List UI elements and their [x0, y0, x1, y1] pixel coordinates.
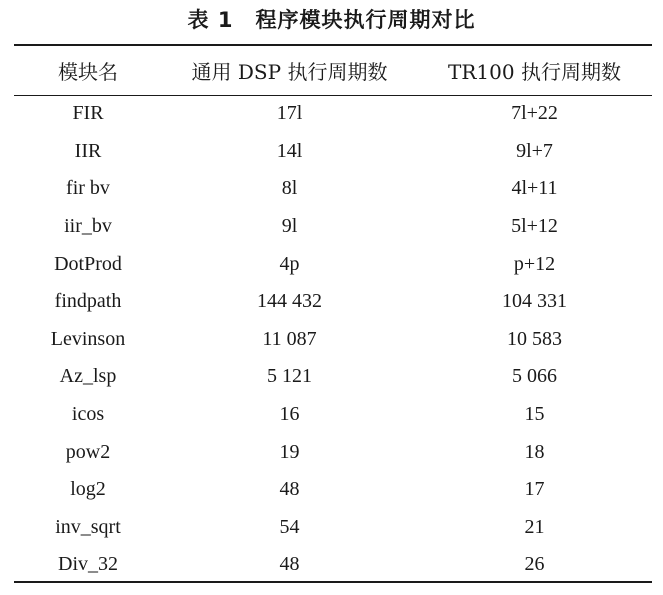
table-row: [14, 433, 652, 471]
dsp-cycles-cell: 144 432: [257, 290, 322, 313]
table-number: 表 1: [187, 8, 234, 32]
tr100-cycles-cell: 9l+7: [516, 139, 553, 162]
table-row: [14, 396, 652, 434]
dsp-cycles-cell: 11 087: [262, 327, 317, 350]
table-row: [14, 546, 652, 584]
module-name-cell: Div_32: [58, 553, 118, 576]
dsp-cycles-cell: 5 121: [267, 365, 312, 388]
dsp-cycles-cell: 19: [279, 440, 300, 463]
table-row: [14, 509, 652, 547]
table-row: [14, 321, 652, 359]
module-name-cell: inv_sqrt: [55, 515, 121, 538]
table-caption: [0, 4, 663, 34]
module-name-cell: DotProd: [54, 252, 122, 275]
module-name-cell: pow2: [65, 440, 111, 463]
dsp-cycles-cell: 9l: [281, 215, 298, 238]
dsp-cycles-cell: 17l: [276, 102, 303, 125]
dsp-cycles-cell: 48: [279, 553, 300, 576]
tr100-cycles-cell: 15: [524, 403, 545, 426]
tr100-cycles-cell: 7l+22: [511, 102, 558, 125]
module-name-cell: Az_lsp: [59, 365, 117, 388]
table-header: [14, 46, 652, 95]
tr100-cycles-cell: 5 066: [512, 365, 557, 388]
module-name-cell: FIR: [72, 102, 104, 125]
tr100-cycles-cell: 10 583: [507, 327, 562, 350]
dsp-cycles-cell: 4p: [279, 252, 300, 275]
table-row: [14, 283, 652, 321]
tr100-cycles-cell: 5l+12: [511, 215, 558, 238]
dsp-cycles-cell: 14l: [276, 139, 303, 162]
table-row: [14, 133, 652, 171]
tr100-cycles-cell: 26: [524, 553, 545, 576]
dsp-cycles-cell: 54: [279, 515, 300, 538]
dsp-cycles-cell: 48: [279, 478, 300, 501]
tr100-cycles-cell: p+12: [513, 252, 556, 275]
module-name-cell: icos: [71, 403, 105, 426]
tr100-cycles-cell: 4l+11: [511, 177, 558, 200]
tr100-cycles-cell: 21: [524, 515, 545, 538]
module-name-cell: IIR: [74, 139, 102, 162]
dsp-cycles-cell: 8l: [281, 177, 298, 200]
column-header-dsp-cycles: 通用 DSP 执行周期数: [191, 60, 388, 84]
column-header-module: 模块名: [58, 60, 118, 84]
tr100-cycles-cell: 104 331: [502, 290, 567, 313]
tr100-cycles-cell: 17: [524, 478, 545, 501]
table-row: [14, 245, 652, 283]
module-name-cell: findpath: [54, 290, 122, 313]
module-name-cell: iir_bv: [64, 215, 112, 238]
column-header-tr100-cycles: TR100 执行周期数: [448, 60, 621, 84]
table-row: [14, 95, 652, 133]
module-name-cell: Levinson: [50, 327, 126, 350]
cycle-comparison-table: [14, 46, 652, 584]
table-body: [14, 95, 652, 584]
module-name-cell: fir bv: [66, 177, 110, 200]
dsp-cycles-cell: 16: [279, 403, 300, 426]
table-title: 程序模块执行周期对比: [255, 8, 476, 32]
table-row: [14, 170, 652, 208]
tr100-cycles-cell: 18: [524, 440, 545, 463]
table-row: [14, 208, 652, 246]
table-row: [14, 358, 652, 396]
module-name-cell: log2: [70, 478, 106, 501]
table-row: [14, 471, 652, 509]
